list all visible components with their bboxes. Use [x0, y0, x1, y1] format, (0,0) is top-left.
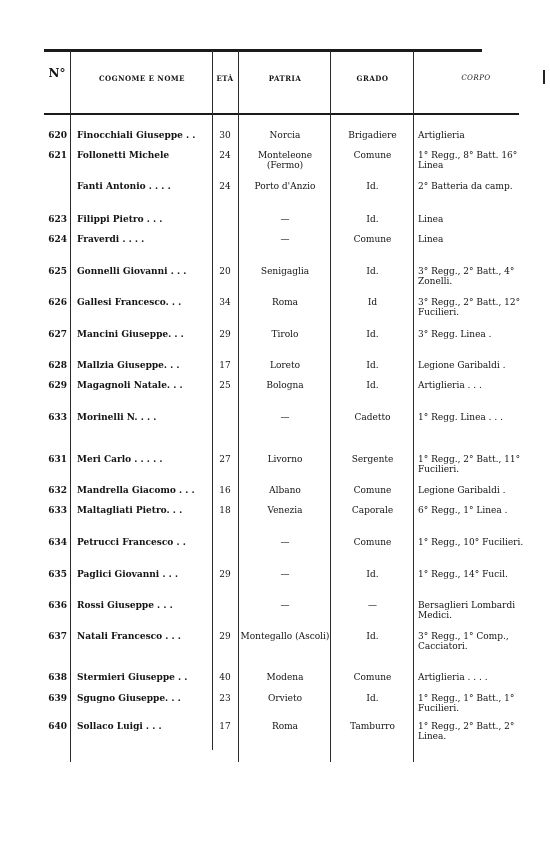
row-patria: Senigaglia [260, 267, 310, 277]
row-patria: Livorno [267, 455, 303, 465]
row-patria: Monteleone (Fermo) [257, 151, 313, 171]
row-name: Paglici Giovanni . . . [77, 570, 178, 580]
row-age: 27 [219, 455, 231, 465]
row-corpo: Bersaglieri Lombardi Medici. [418, 601, 516, 621]
row-age: 25 [219, 381, 231, 391]
row-number: 633 [48, 413, 67, 423]
row-patria: Orvieto [267, 694, 302, 704]
row-name: Filippi Pietro . . . [77, 215, 163, 225]
row-corpo: 3° Regg., 1° Comp., Cacciatori. [418, 632, 509, 652]
row-patria: Albano [269, 486, 301, 496]
row-age: 34 [219, 298, 231, 308]
row-name: Rossi Giuseppe . . . [77, 601, 173, 611]
row-number: 637 [48, 632, 67, 642]
row-grado: Sergente [351, 455, 394, 465]
row-patria: Roma [271, 722, 299, 732]
row-corpo: 3° Regg., 2° Batt., 12° Fucilieri. [418, 298, 521, 318]
header-corpo: CORPO [461, 74, 491, 82]
row-grado: Comune [353, 486, 392, 496]
row-number: 631 [48, 455, 67, 465]
row-corpo: 1° Regg., 8° Batt. 16° Linea [418, 151, 518, 171]
row-grado: Id [367, 298, 378, 308]
row-name: Finocchiali Giuseppe . . [77, 131, 196, 141]
row-number: 624 [48, 235, 67, 245]
row-patria: — [280, 235, 290, 245]
row-grado: Id. [366, 267, 379, 277]
row-age: 18 [219, 506, 231, 516]
row-grado: Brigadiere [348, 131, 397, 141]
header-number: N° [48, 66, 66, 80]
header-patria: PATRIA [268, 74, 302, 83]
row-name: Petrucci Francesco . . [77, 538, 186, 548]
row-patria: — [280, 413, 290, 423]
row-number: 628 [48, 361, 67, 371]
row-age: 17 [219, 722, 231, 732]
row-patria: Roma [271, 298, 299, 308]
row-age: 23 [219, 694, 231, 704]
row-name: Morinelli N. . . . [77, 413, 157, 423]
margin-mark [543, 70, 545, 84]
row-number: 621 [48, 151, 67, 161]
row-grado: Comune [353, 151, 392, 161]
row-age: 29 [219, 330, 231, 340]
row-corpo: 1° Regg., 10° Fucilieri. [418, 538, 524, 548]
row-patria: — [280, 215, 290, 225]
row-name: Magagnoli Natale. . . [77, 381, 183, 391]
row-corpo: Artiglieria . . . [418, 381, 482, 391]
row-number: 626 [48, 298, 67, 308]
row-patria: Porto d'Anzio [254, 182, 316, 192]
row-name: Fraverdi . . . . [77, 235, 145, 245]
row-corpo: 1° Regg., 2° Batt., 11° Fucilieri. [418, 455, 521, 475]
row-corpo: Legione Garibaldi . [418, 486, 506, 496]
row-corpo: Legione Garibaldi . [418, 361, 506, 371]
row-patria: Montegallo (Ascoli) [240, 632, 330, 642]
row-grado: Comune [353, 235, 392, 245]
row-corpo: 6° Regg., 1° Linea . [418, 506, 508, 516]
row-grado: Id. [366, 182, 379, 192]
row-age: 30 [219, 131, 231, 141]
row-age: 20 [219, 267, 231, 277]
row-corpo: 3° Regg. Linea . [418, 330, 492, 340]
row-corpo: 1° Regg., 1° Batt., 1° Fucilieri. [418, 694, 515, 714]
row-patria: — [280, 570, 290, 580]
row-grado: Comune [353, 538, 392, 548]
row-patria: Tirolo [271, 330, 299, 340]
column-divider [70, 50, 71, 762]
row-name: Sollaco Luigi . . . [77, 722, 162, 732]
header-name: COGNOME E NOME [98, 74, 186, 83]
row-name: Sgugno Giuseppe. . . [77, 694, 181, 704]
row-grado: Id. [366, 361, 379, 371]
row-corpo: Artiglieria [418, 131, 465, 141]
row-grado: Tamburro [350, 722, 395, 732]
row-patria: — [280, 538, 290, 548]
row-age: 40 [219, 673, 231, 683]
header-age: ETÀ [216, 74, 234, 83]
row-corpo: Linea [418, 235, 444, 245]
row-age: 24 [219, 151, 231, 161]
row-number: 635 [48, 570, 67, 580]
row-number: 638 [48, 673, 67, 683]
row-name: Gonnelli Giovanni . . . [77, 267, 187, 277]
row-grado: Comune [353, 673, 392, 683]
row-name: Maltagliati Pietro. . . [77, 506, 183, 516]
row-name: Stermieri Giuseppe . . [77, 673, 188, 683]
row-grado: Id. [366, 694, 379, 704]
top-rule [44, 49, 482, 52]
row-patria: — [280, 601, 290, 611]
row-age: 17 [219, 361, 231, 371]
row-number: 623 [48, 215, 67, 225]
row-number: 620 [48, 131, 67, 141]
row-grado: Id. [366, 381, 379, 391]
row-corpo: 1° Regg., 2° Batt., 2° Linea. [418, 722, 515, 742]
row-number: 640 [48, 722, 67, 732]
row-name: Mancini Giuseppe. . . [77, 330, 184, 340]
row-number: 625 [48, 267, 67, 277]
row-name: Natali Francesco . . . [77, 632, 181, 642]
row-patria: Modena [266, 673, 304, 683]
row-name: Gallesi Francesco. . . [77, 298, 182, 308]
row-grado: Caporale [351, 506, 394, 516]
row-number: 634 [48, 538, 67, 548]
row-name: Fanti Antonio . . . . [77, 182, 171, 192]
row-grado: Id. [366, 570, 379, 580]
column-divider [330, 50, 331, 762]
row-patria: Venezia [267, 506, 303, 516]
row-patria: Loreto [269, 361, 301, 371]
row-age: 29 [219, 632, 231, 642]
row-patria: Norcia [269, 131, 301, 141]
row-grado: Id. [366, 632, 379, 642]
column-divider [413, 50, 414, 762]
row-corpo: 1° Regg., 14° Fucil. [418, 570, 508, 580]
row-corpo: 2° Batteria da camp. [418, 182, 513, 192]
row-grado: Cadetto [354, 413, 391, 423]
row-number: 636 [48, 601, 67, 611]
header-rule [44, 113, 519, 115]
header-grado: GRADO [356, 74, 389, 83]
row-corpo: 3° Regg., 2° Batt., 4° Zonelli. [418, 267, 515, 287]
row-grado: Id. [366, 330, 379, 340]
row-corpo: Linea [418, 215, 444, 225]
column-divider [212, 50, 213, 750]
row-number: 632 [48, 486, 67, 496]
row-name: Meri Carlo . . . . . [77, 455, 163, 465]
row-number: 639 [48, 694, 67, 704]
row-age: 24 [219, 182, 231, 192]
row-number: 629 [48, 381, 67, 391]
row-patria: Bologna [266, 381, 304, 391]
row-name: Mallzia Giuseppe. . . [77, 361, 180, 371]
row-age: 29 [219, 570, 231, 580]
row-number: 627 [48, 330, 67, 340]
column-divider [238, 50, 239, 762]
row-corpo: 1° Regg. Linea . . . [418, 413, 503, 423]
row-corpo: Artiglieria . . . . [418, 673, 488, 683]
row-grado: Id. [366, 215, 379, 225]
row-name: Follonetti Michele [77, 151, 170, 161]
row-age: 16 [219, 486, 231, 496]
row-grado: — [368, 601, 377, 611]
row-number: 633 [48, 506, 67, 516]
row-name: Mandrella Giacomo . . . [77, 486, 195, 496]
